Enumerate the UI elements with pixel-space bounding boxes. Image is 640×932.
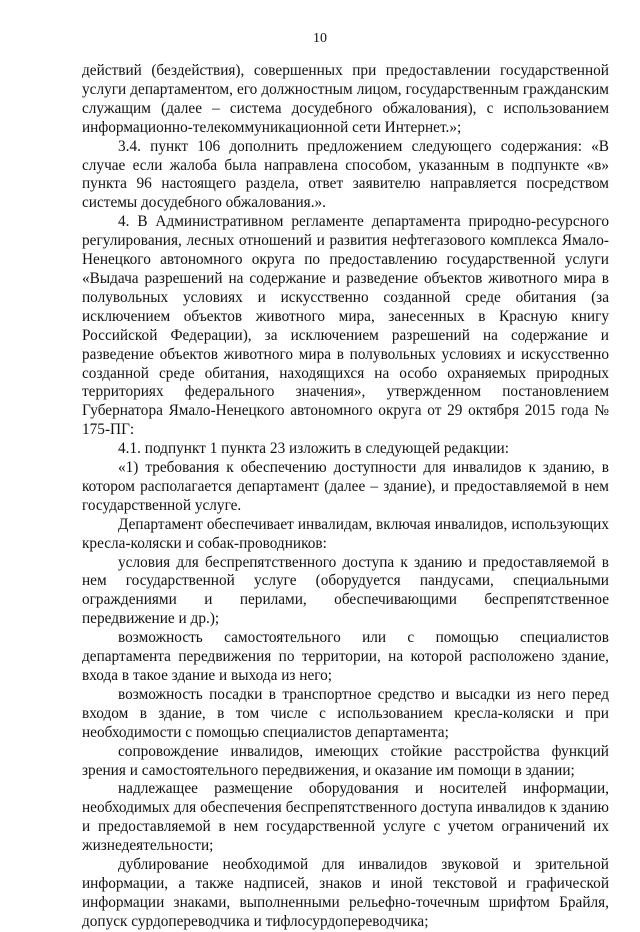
paragraph-department-provides: Департамент обеспечивает инвалидам, включая инвалидов, использующих кресла-коляски и собак-проводников: — [82, 515, 609, 552]
paragraph-4: 4. В Административном регламенте департамента природно-ресурсного регулирования, лесных отношений и развития нефтегазового комплекса Ямало-Ненецкого автономного округа по предоставлению государственной услуги «Выдача разрешений на содержание и разведение объектов животного мира в полувольных условиях и искусственно созданной среде обитания (за исключением объектов животного мира, занесенных в Красную книгу Российской Федерации), за исключением разрешений на содержание и разведение объектов животного мира в полувольных условиях и искусственно созданной среде обитания, находящихся на особо охраняемых природных территориях федерального значения», утвержденном постановлением Губернатора Ямало-Ненецкого автономного округа от 29 октября 2015 года № 175-ПГ: — [82, 213, 609, 439]
paragraph-escort: сопровождение инвалидов, имеющих стойкие расстройства функций зрения и самостоятельного передвижения, и оказание им помощи в здании; — [82, 742, 609, 779]
paragraph-4-1: 4.1. подпункт 1 пункта 23 изложить в следующей редакции: — [118, 440, 509, 458]
document-body — [82, 62, 609, 932]
paragraph-transport: возможность посадки в транспортное средство и высадки из него перед входом в здание, в том числе с использованием кресла-коляски и при необходимости с помощью специалистов департамента; — [82, 685, 609, 741]
paragraph-duplication: дублирование необходимой для инвалидов звуковой и зрительной информации, а также надписей, знаков и иной текстовой и графической информации знаками, выполненными рельефно-точечным шрифтом Брайля, допуск сурдопереводчика и тифлосурдопереводчика; — [82, 856, 609, 930]
paragraph-continuation: действий (бездействия), совершенных при предоставлении государственной услуги департаментом, его должностным лицом, государственным гражданским служащим (далее – система досудебного обжалования), с использованием информационно-телекоммуникационной сети Интернет.»; — [82, 62, 609, 136]
paragraph-movement: возможность самостоятельного или с помощью специалистов департамента передвижения по территории, на которой расположено здание, входа в такое здание и выхода из него; — [82, 629, 609, 684]
paragraph-equipment: надлежащее размещение оборудования и носителей информации, необходимых для обеспечения беспрепятственного доступа инвалидов к зданию и предоставляемой в нем государственной услуге с учетом ограничений их жизнедеятельности; — [82, 780, 609, 855]
paragraph-requirement-1: «1) требования к обеспечению доступности для инвалидов к зданию, в котором располагается департамент (далее – здание), и предоставляемой в нем государственной услуге. — [82, 459, 609, 514]
paragraph-access-conditions: условия для беспрепятственного доступа к зданию и предоставляемой в нем государственной услуге (оборудуется пандусами, специальными ограждениями и перилами, обеспечивающими беспрепятственное передвижение и др.); — [82, 553, 609, 628]
paragraph-3-4: 3.4. пункт 106 дополнить предложением следующего содержания: «В случае если жалоба была направлена способом, указанным в подпункте «в» пункта 96 настоящего раздела, ответ заявителю направляется посредством системы досудебного обжалования.». — [82, 137, 609, 212]
page-number: 10 — [313, 31, 327, 46]
